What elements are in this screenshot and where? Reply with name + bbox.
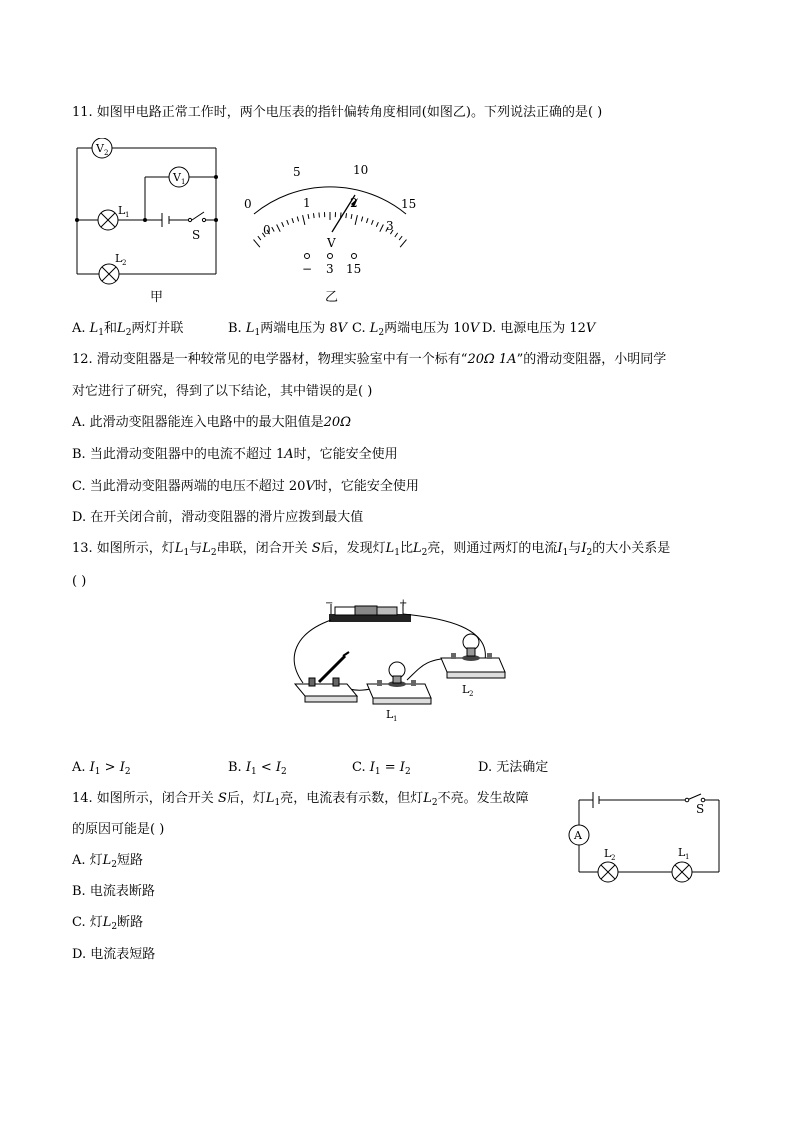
dial-tick: [395, 233, 398, 237]
q14-option-b[interactable]: B. 电流表断路: [72, 884, 155, 899]
q12-option-d[interactable]: D. 在开关闭合前，滑动变阻器的滑片应拨到最大值: [72, 510, 364, 525]
l2-label: L: [115, 252, 123, 265]
dial-tick: [380, 225, 384, 232]
q14-option-c[interactable]: C. 灯$L_2$断路: [72, 915, 144, 932]
terminal-3: 3: [326, 262, 334, 276]
l1-label: L: [118, 204, 126, 217]
v2-label: V: [96, 142, 104, 155]
battery-minus: −: [325, 598, 334, 609]
dial-tick: [292, 218, 294, 223]
switch-label: S: [192, 228, 201, 242]
v1-label: V: [173, 171, 181, 184]
dial-tick: [371, 220, 373, 225]
dial-top-0: 0: [244, 197, 252, 211]
figure-caption-yi: 乙: [325, 290, 339, 305]
q12-option-c[interactable]: C. 当此滑动变阻器两端的电压不超过 20V时，它能安全使用: [72, 479, 419, 494]
dial-tick: [303, 215, 305, 225]
dial-tick: [313, 213, 314, 218]
dial-tick: [282, 222, 284, 227]
dial-tick: [272, 227, 274, 231]
q13-option-d[interactable]: D. 无法确定: [478, 760, 549, 775]
svg-text:1: 1: [685, 853, 690, 861]
terminal-15: 15: [346, 262, 362, 276]
q11-option-d[interactable]: D. 电源电压为 12V: [482, 321, 596, 336]
q13-stem-line2: ( ): [72, 574, 87, 589]
q13-stem-line1: 13. 如图所示，灯$L_1$与$L_2$串联，闭合开关 S后，发现灯$L_1$比$L_2$亮，则通过两灯的电流$I_1$与$I_2$的大小关系是: [72, 541, 671, 558]
q13-l2-label: L: [462, 683, 470, 696]
battery-plus: +: [399, 598, 408, 609]
dial-tick: [277, 225, 281, 232]
dial-tick: [258, 236, 261, 240]
dial-bottom-0: 0: [263, 223, 271, 237]
figure-caption-jia: 甲: [150, 290, 164, 305]
dial-tick: [351, 214, 352, 219]
q14-circuit-diagram: [565, 785, 730, 885]
dial-tick: [366, 218, 368, 223]
dial-bottom-2: 2: [350, 196, 358, 210]
svg-text:2: 2: [611, 854, 616, 862]
q11-option-c[interactable]: C. $L_2$两端电压为 10V: [352, 321, 480, 338]
dial-top-15: 15: [401, 197, 417, 211]
q11-circuit-diagram: [68, 138, 228, 308]
q13-option-a[interactable]: A. $I_1 > I_2$: [72, 760, 131, 777]
dial-bottom-3: 3: [386, 219, 394, 233]
dial-tick: [355, 215, 357, 225]
dial-unit: V: [327, 236, 336, 250]
dial-tick: [297, 217, 298, 222]
q14-option-d[interactable]: D. 电流表短路: [72, 947, 156, 962]
dial-tick: [400, 240, 406, 248]
svg-text:2: 2: [469, 690, 474, 698]
dial-tick: [361, 217, 362, 222]
dial-tick: [308, 214, 309, 219]
q12-stem-line2: 对它进行了研究，得到了以下结论，其中错误的是( ): [72, 384, 373, 399]
dial-tick: [399, 236, 402, 240]
q11-option-a[interactable]: A. $L_1$和$L_2$两灯并联: [72, 321, 184, 338]
q14-stem-line2: 的原因可能是( ): [72, 822, 165, 837]
dial-tick: [287, 220, 289, 225]
q11-stem: 11. 如图甲电路正常工作时，两个电压表的指针偏转角度相同(如图乙)。下列说法正确的是( ): [72, 105, 603, 120]
q14-l2-label: L: [604, 847, 612, 860]
q14-switch-label: S: [696, 802, 705, 816]
q13-circuit-picture: [285, 598, 515, 728]
dial-top-10: 10: [353, 163, 369, 177]
dial-tick: [254, 240, 260, 248]
svg-text:2: 2: [122, 259, 127, 267]
terminal-minus: −: [302, 262, 313, 276]
ammeter-label: A: [574, 829, 582, 842]
svg-text:1: 1: [181, 178, 186, 186]
dial-tick: [376, 222, 378, 227]
q12-option-b[interactable]: B. 当此滑动变阻器中的电流不超过 1A时，它能安全使用: [72, 447, 398, 462]
q12-stem-line1: 12. 滑动变阻器是一种较常见的电学器材，物理实验室中有一个标有“20Ω 1A”的滑动变阻器，小明同学: [72, 352, 667, 367]
q11-voltmeter-dial: [236, 160, 426, 310]
q14-option-a[interactable]: A. 灯$L_2$短路: [72, 853, 144, 870]
q13-option-b[interactable]: B. $I_1 < I_2$: [228, 760, 287, 777]
q14-l1-label: L: [678, 846, 686, 859]
svg-text:1: 1: [125, 211, 130, 219]
dial-tick: [346, 213, 347, 218]
q13-l1-label: L: [386, 708, 394, 721]
q11-option-b[interactable]: B. $L_1$两端电压为 8V: [228, 321, 347, 338]
dial-top-5: 5: [293, 165, 301, 179]
svg-text:1: 1: [393, 715, 398, 723]
q13-option-c[interactable]: C. $I_1 = I_2$: [352, 760, 411, 777]
q12-option-a[interactable]: A. 此滑动变阻器能连入电路中的最大阻值是20Ω: [72, 415, 351, 430]
q14-stem-line1: 14. 如图所示，闭合开关 S后，灯$L_1$亮，电流表有示数，但灯$L_2$不亮。发生故障: [72, 791, 529, 808]
svg-text:2: 2: [104, 149, 109, 157]
dial-bottom-1: 1: [303, 196, 311, 210]
